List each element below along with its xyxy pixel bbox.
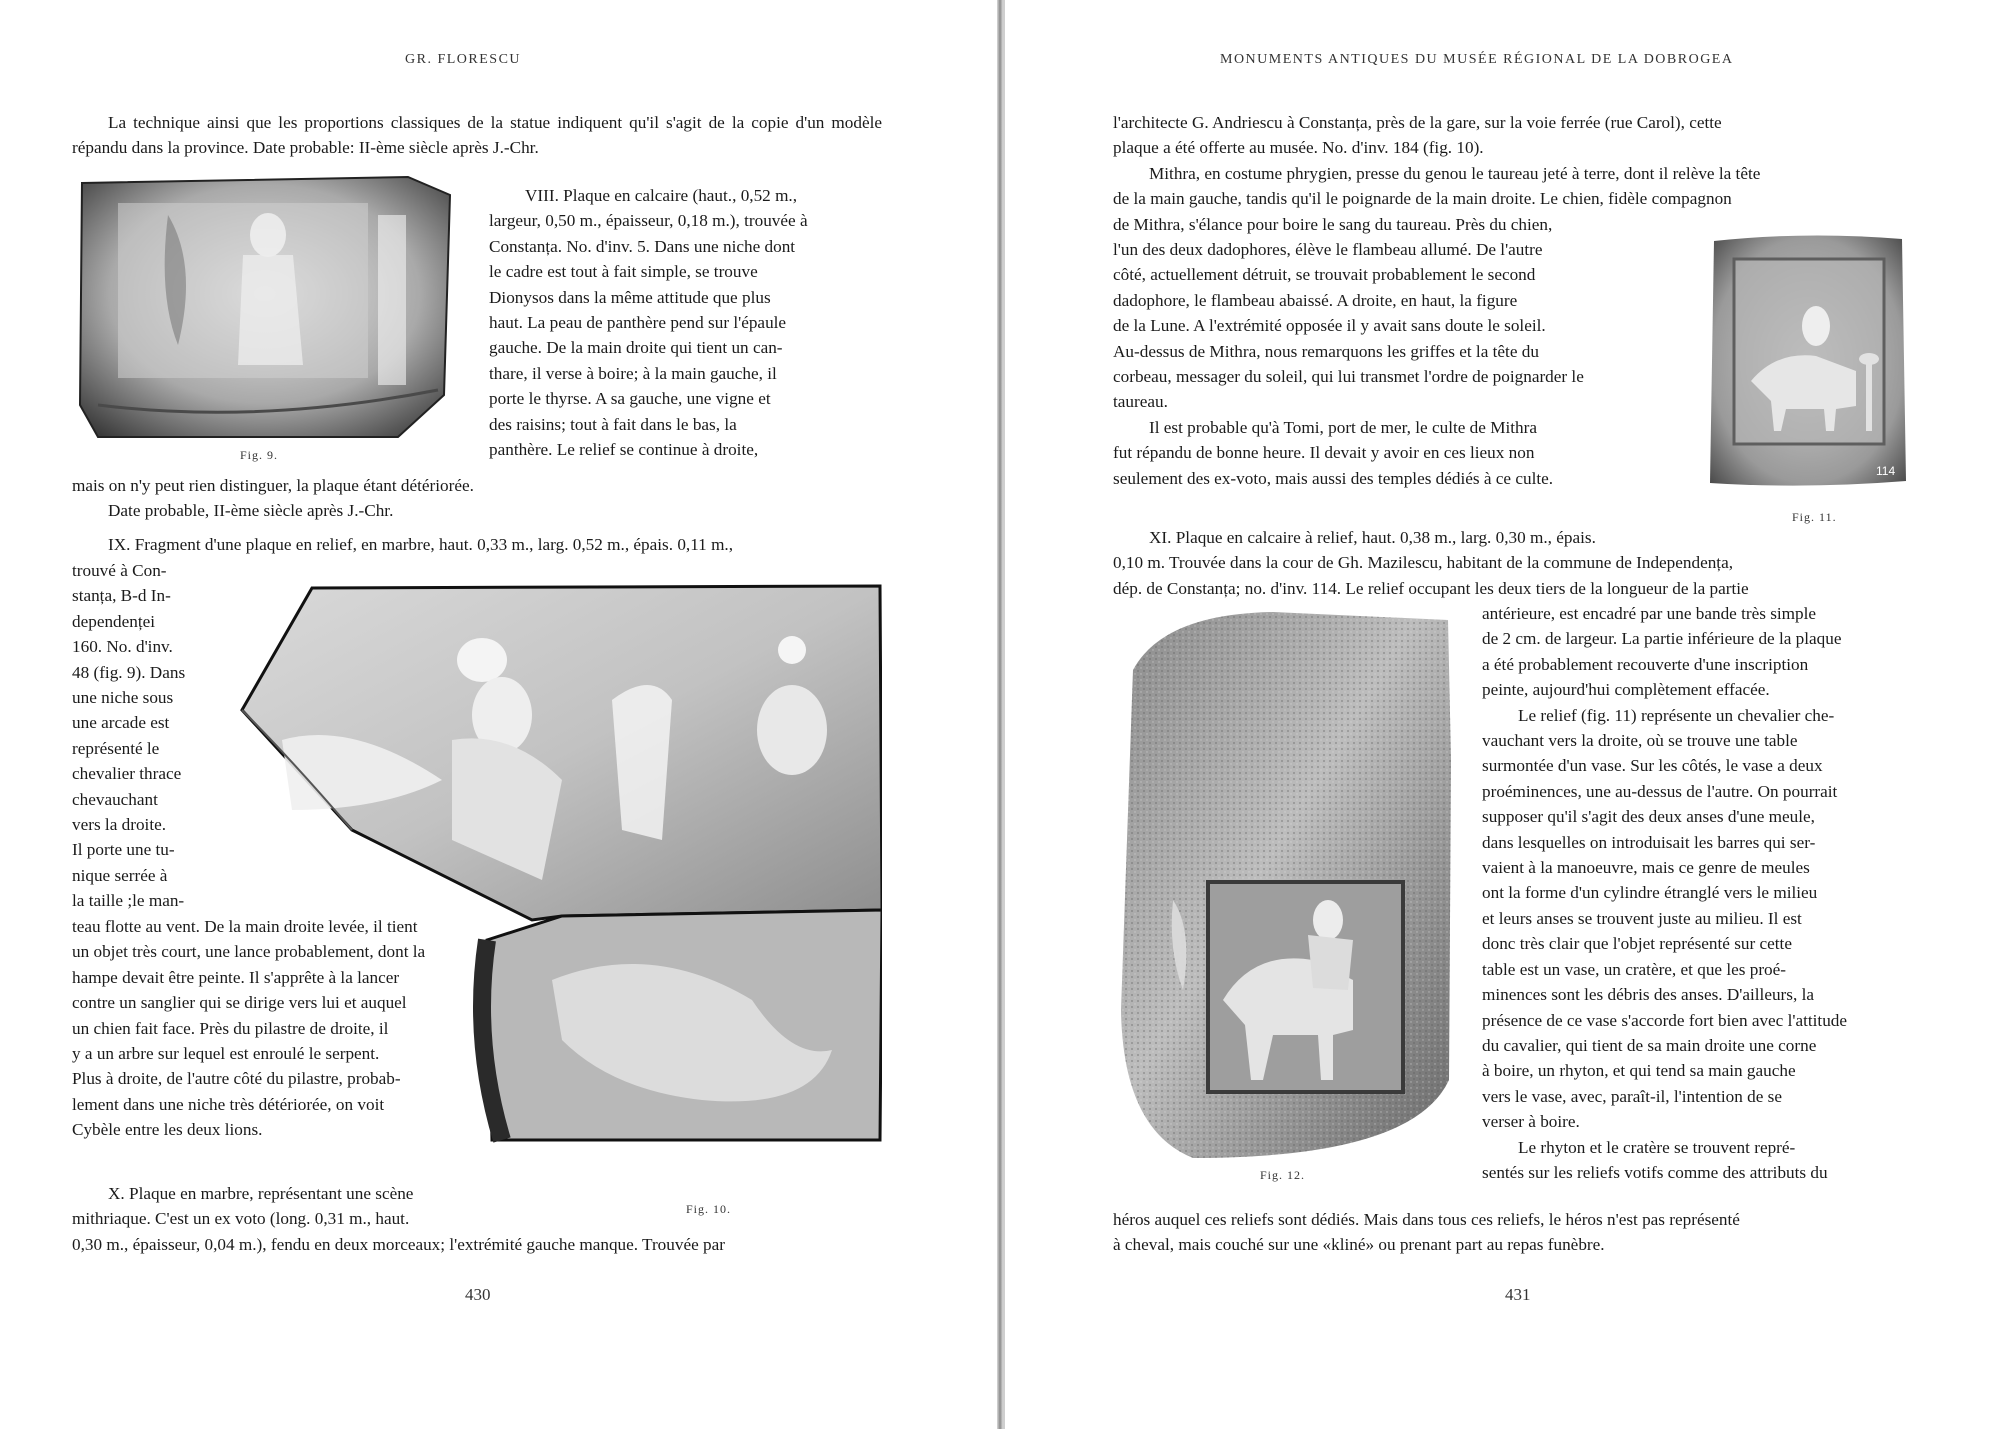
viii-line: porte le thyrse. A sa gauche, une vigne et — [489, 389, 771, 409]
xi-line: peinte, aujourd'hui complètement effacée. — [1482, 680, 1770, 700]
xi-line: présence de ce vase s'accorde fort bien avec l'attitude — [1482, 1010, 1848, 1030]
ix-rest-line: hampe devait être peinte. Il s'apprête à la lancer — [72, 967, 400, 987]
section-xi-end — [1113, 1207, 1923, 1258]
ix-rest-line: y a un arbre sur lequel est enroulé le serpent. — [72, 1044, 380, 1064]
xi-head-line: 0,10 m. Trouvée dans la cour de Gh. Mazilescu, habitant de la commune de Independența, — [1113, 553, 1734, 573]
viii-line: gauche. De la main droite qui tient un can- — [489, 338, 783, 358]
ix-line: stanța, B-d In- — [72, 586, 171, 606]
xi-line: minences sont les débris des anses. D'ailleurs, la — [1482, 985, 1814, 1005]
ix-line: représenté le — [72, 738, 160, 758]
xi-line: Le rhyton et le cratère se trouvent repré- — [1518, 1137, 1796, 1157]
section-ix-heading: IX. Fragment d'une plaque en relief, en marbre, haut. 0,33 m., larg. 0,52 m., épais. 0,11 m., — [108, 535, 734, 554]
xi-end-line: héros auquel ces reliefs sont dédiés. Mais dans tous ces reliefs, le héros n'est pas représenté — [1113, 1210, 1740, 1229]
viii-line: panthère. Le relief se continue à droite, — [489, 440, 759, 460]
xi-line: table est un vase, un cratère, et que les proé- — [1482, 959, 1786, 979]
ix-line: une arcade est — [72, 713, 170, 733]
mithra-line: de la Lune. A l'extrémité opposée il y avait sans doute le soleil. — [1113, 316, 1546, 336]
figure-9-image — [78, 175, 452, 440]
xi-line: dans lesquelles on introduisait les barres qui ser- — [1482, 832, 1816, 852]
ix-line: chevauchant — [72, 789, 158, 809]
ix-line: nique serrée à — [72, 865, 168, 885]
ix-rest-line: contre un sanglier qui se dirige vers lui et auquel — [72, 993, 407, 1013]
x-line: X. Plaque en marbre, représentant une scène — [108, 1184, 414, 1203]
mithra-line: taureau. — [1113, 392, 1168, 412]
viii-line: le cadre est tout à fait simple, se trouve — [489, 262, 758, 282]
mithra-line: Il est probable qu'à Tomi, port de mer, le culte de Mithra — [1149, 417, 1537, 437]
xi-line: et leurs anses se trouvent juste au milieu. Il est — [1482, 908, 1802, 928]
section-x-start — [72, 1181, 522, 1232]
x-line: mithriaque. C'est un ex voto (long. 0,31 m., haut. — [72, 1209, 410, 1229]
ix-line: la taille ;le man- — [72, 891, 185, 911]
running-head-right: MONUMENTS ANTIQUES DU MUSÉE RÉGIONAL DE LA DOBROGEA — [1220, 52, 1734, 67]
xi-head-line: XI. Plaque en calcaire à relief, haut. 0,38 m., larg. 0,30 m., épais. — [1149, 528, 1596, 547]
section-xi-heading — [1113, 525, 1923, 601]
ix-line: 160. No. d'inv. — [72, 637, 173, 657]
section-xi-column — [1482, 601, 1923, 1185]
running-head-left: GR. FLORESCU — [405, 52, 522, 67]
mithra-line: l'un des deux dadophores, élève le flambeau allumé. De l'autre — [1113, 240, 1543, 259]
figure-12-caption: Fig. 12. — [1260, 1168, 1306, 1182]
x-line-full: 0,30 m., épaisseur, 0,04 m.), fendu en deux morceaux; l'extrémité gauche manque. Trouvée par — [72, 1235, 725, 1254]
figure-11-caption: Fig. 11. — [1792, 510, 1837, 524]
x-cont-line: Mithra, en costume phrygien, presse du genou le taureau jeté à terre, dont il relève la tête — [1149, 163, 1761, 183]
x-cont-line: plaque a été offerte au musée. No. d'inv. 184 (fig. 10). — [1113, 138, 1484, 158]
viii-line: haut. La peau de panthère pend sur l'épaule — [489, 313, 787, 333]
xi-line: à boire, un rhyton, et qui tend sa main gauche — [1482, 1061, 1796, 1081]
viii-line: Constanța. No. d'inv. 5. Dans une niche dont — [489, 236, 796, 256]
section-viii-column — [489, 183, 881, 462]
x-cont-line: de la main gauche, tandis qu'il le poignarde de la main droite. Le chien, fidèle compagnon — [1113, 189, 1732, 209]
xi-line: a été probablement recouverte d'une inscription — [1482, 654, 1809, 674]
xi-line: sentés sur les reliefs votifs comme des attributs du — [1482, 1162, 1828, 1182]
xi-line: surmontée d'un vase. Sur les côtés, le vase a deux — [1482, 756, 1823, 776]
viii-line: largeur, 0,50 m., épaisseur, 0,18 m.), trouvée à — [489, 211, 808, 231]
ix-rest-line: un chien fait face. Près du pilastre de droite, il — [72, 1018, 389, 1038]
ix-line: dependenței — [72, 611, 156, 631]
section-x-continued — [1113, 110, 1923, 212]
xi-line: du cavalier, qui tient de sa main droite une corne — [1482, 1035, 1817, 1055]
mithra-line: de Mithra, s'élance pour boire le sang du taureau. Près du chien, — [1113, 214, 1553, 234]
xi-head-line: dép. de Constanța; no. d'inv. 114. Le relief occupant les deux tiers de la longueur de la partie — [1113, 578, 1749, 598]
mithra-paragraph — [1113, 212, 1653, 491]
ix-line: chevalier thrace — [72, 764, 182, 784]
xi-line: antérieure, est encadré par une bande très simple — [1482, 604, 1817, 623]
figure-11-inventory-mark: 114 — [1876, 464, 1896, 478]
page-number-right: 431 — [1505, 1285, 1531, 1304]
ix-line: une niche sous — [72, 688, 174, 708]
section-ix-rest — [72, 914, 520, 1143]
section-ix-column — [72, 558, 206, 914]
xi-line: verser à boire. — [1482, 1112, 1580, 1132]
xi-line: ont la forme d'un cylindre étranglé vers le milieu — [1482, 883, 1818, 903]
ix-rest-line: teau flotte au vent. De la main droite levée, il tient — [72, 917, 418, 936]
xi-line: donc très clair que l'objet représenté sur cette — [1482, 934, 1792, 954]
mithra-line: fut répandu de bonne heure. Il devait y avoir en ces lieux non — [1113, 443, 1535, 463]
xi-line: vaient à la manoeuvre, mais ce genre de meules — [1482, 858, 1810, 878]
viii-line: des raisins; tout à fait dans le bas, la — [489, 414, 737, 434]
viii-date: Date probable, II-ème siècle après J.-Chr. — [108, 501, 394, 520]
page-number-left: 430 — [465, 1285, 491, 1304]
viii-line: thare, il verse à boire; à la main gauche, il — [489, 363, 777, 383]
book-spine-edge — [1003, 0, 1005, 1429]
x-cont-line: l'architecte G. Andriescu à Constanța, près de la gare, sur la voie ferrée (rue Carol), cette — [1113, 113, 1722, 132]
mithra-line: Au-dessus de Mithra, nous remarquons les griffes et la tête du — [1113, 341, 1539, 361]
mithra-line: côté, actuellement détruit, se trouvait probablement le second — [1113, 265, 1536, 285]
ix-rest-line: Plus à droite, de l'autre côté du pilastre, probab- — [72, 1069, 401, 1089]
xi-line: supposer qu'il s'agit des deux anses d'une meule, — [1482, 807, 1815, 827]
xi-line: proéminences, une au-dessus de l'autre. On pourrait — [1482, 781, 1838, 801]
ix-rest-line: lement dans une niche très détériorée, on voit — [72, 1094, 385, 1114]
mithra-line: dadophore, le flambeau abaissé. A droite, en haut, la figure — [1113, 290, 1518, 310]
viii-continuation: mais on n'y peut rien distinguer, la plaque étant détériorée. — [72, 476, 474, 495]
viii-line: Dionysos dans la même attitude que plus — [489, 287, 771, 307]
mithra-line: corbeau, messager du soleil, qui lui transmet l'ordre de poignarder le — [1113, 367, 1584, 387]
xi-end-line: à cheval, mais couché sur une «kliné» ou prenant part au repas funèbre. — [1113, 1235, 1605, 1255]
paragraph-intro: La technique ainsi que les proportions classiques de la statue indiquent qu'il s'agit de la copie d'un modèle répandu dans la province. Date probable: II-ème siècle après J.-Chr. — [72, 113, 882, 158]
xi-line: vers le vase, avec, paraît-il, l'intention de se — [1482, 1086, 1782, 1106]
figure-10-caption: Fig. 10. — [686, 1202, 732, 1216]
ix-rest-line: Cybèle entre les deux lions. — [72, 1120, 263, 1140]
ix-line: 48 (fig. 9). Dans — [72, 662, 186, 682]
figure-12-image — [1113, 610, 1457, 1160]
viii-line: VIII. Plaque en calcaire (haut., 0,52 m., — [525, 186, 798, 205]
xi-line: de 2 cm. de largeur. La partie inférieure de la plaque — [1482, 629, 1842, 649]
xi-line: vauchant vers la droite, où se trouve une table — [1482, 731, 1798, 751]
ix-line: vers la droite. — [72, 815, 167, 835]
ix-line: Il porte une tu- — [72, 840, 175, 860]
xi-line: Le relief (fig. 11) représente un chevalier che- — [1518, 705, 1835, 725]
figure-9-caption: Fig. 9. — [240, 448, 279, 462]
mithra-line: seulement des ex-voto, mais aussi des temples dédiés à ce culte. — [1113, 468, 1554, 488]
ix-rest-line: un objet très court, une lance probablement, dont la — [72, 942, 426, 962]
ix-line: trouvé à Con- — [72, 561, 167, 580]
figure-11-image — [1706, 231, 1910, 491]
